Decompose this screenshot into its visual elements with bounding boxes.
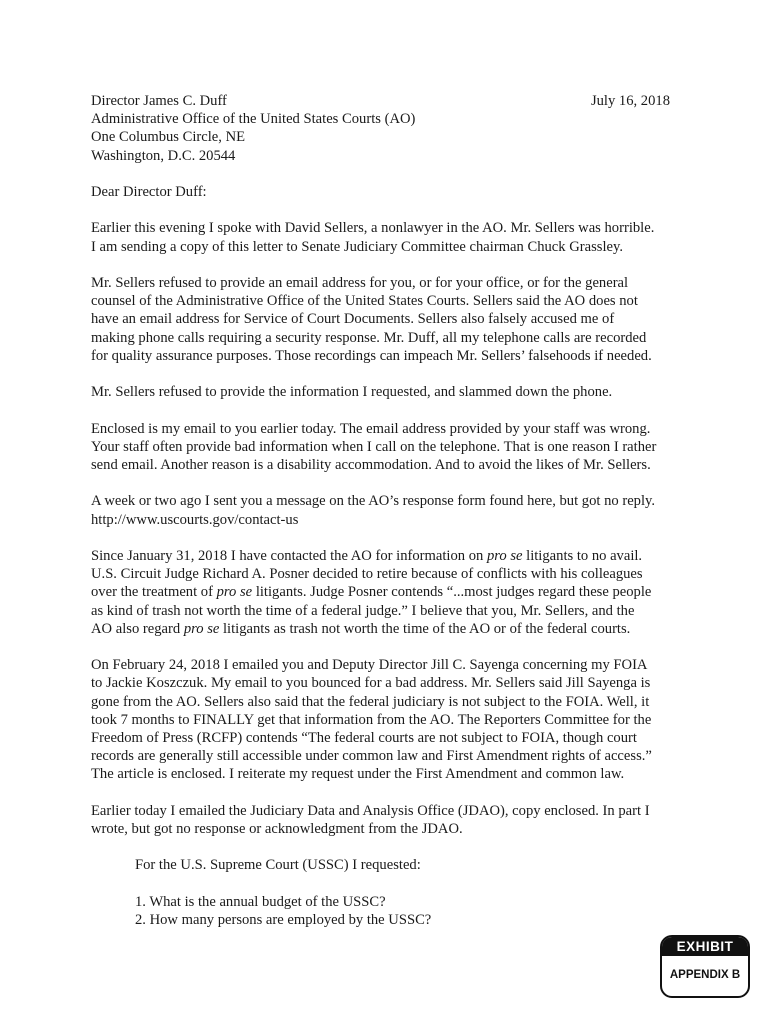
paragraph-8 bbox=[91, 802, 681, 838]
address-line: Administrative Office of the United States Courts (AO) bbox=[91, 111, 416, 128]
paragraph-line: A week or two ago I sent you a message on the AO’s response form found here, but got no reply. bbox=[91, 493, 656, 510]
contact-url: http://www.uscourts.gov/contact-us bbox=[91, 511, 299, 528]
paragraph-line bbox=[91, 547, 681, 565]
paragraph-line: Freedom of Press (RCFP) contends “The federal courts are not subject to FOIA, though court bbox=[91, 729, 637, 746]
exhibit-stamp bbox=[660, 935, 750, 998]
paragraph-line: took 7 months to FINALLY get that information from the AO. The Reporters Committee for the bbox=[91, 711, 652, 728]
letter-page bbox=[91, 92, 681, 947]
text-run: litigants as trash not worth the time of the AO or of the federal courts. bbox=[219, 620, 631, 637]
text-run: Since January 31, 2018 I have contacted the AO for information on bbox=[91, 547, 487, 564]
text-run: over the treatment of bbox=[91, 584, 217, 601]
paragraph-line: Your staff often provide bad information when I call on the telephone. That is one reason I rather bbox=[91, 438, 657, 455]
request-list bbox=[91, 893, 681, 929]
paragraph-line: The article is enclosed. I reiterate my request under the First Amendment and common law. bbox=[91, 766, 625, 783]
italic-pro-se: pro se bbox=[183, 620, 220, 637]
paragraph-line: counsel of the Administrative Office of the United States Courts. Sellers said the AO does not bbox=[91, 293, 638, 310]
paragraph-6 bbox=[91, 547, 681, 638]
paragraph-line: records are generally still accessible under common law and First Amendment rights of access.” bbox=[91, 748, 652, 765]
paragraph-line: Enclosed is my email to you earlier today. The email address provided by your staff was wrong. bbox=[91, 420, 651, 437]
paragraph-line: for quality assurance purposes. Those recordings can impeach Mr. Sellers’ falsehoods if needed. bbox=[91, 347, 652, 364]
address-line: Director James C. Duff bbox=[91, 93, 227, 109]
paragraph-4 bbox=[91, 420, 681, 475]
paragraph-line bbox=[91, 620, 681, 638]
paragraph-line: gone from the AO. Sellers also said that the federal judiciary is not subject to the FOIA. Well, it bbox=[91, 693, 650, 710]
paragraph-line bbox=[91, 583, 681, 601]
italic-pro-se: pro se bbox=[216, 584, 253, 601]
text-run: AO also regard bbox=[91, 620, 184, 637]
salutation bbox=[91, 183, 681, 201]
paragraph-1 bbox=[91, 219, 681, 255]
quote-intro-text: For the U.S. Supreme Court (USSC) I requested: bbox=[135, 857, 421, 874]
paragraph-line: U.S. Circuit Judge Richard A. Posner decided to retire because of conflicts with his colleagues bbox=[91, 566, 643, 583]
exhibit-title: EXHIBIT bbox=[662, 937, 748, 956]
paragraph-line: wrote, but got no response or acknowledgment from the JDAO. bbox=[91, 820, 463, 837]
exhibit-label: APPENDIX B bbox=[669, 969, 741, 981]
text-run: litigants to no avail. bbox=[522, 547, 643, 564]
request-item: 1. What is the annual budget of the USSC? bbox=[135, 893, 386, 910]
paragraph-line: I am sending a copy of this letter to Senate Judiciary Committee chairman Chuck Grassley. bbox=[91, 238, 623, 255]
address-line: Washington, D.C. 20544 bbox=[91, 147, 236, 164]
paragraph-line: Earlier today I emailed the Judiciary Data and Analysis Office (JDAO), copy enclosed. In part I bbox=[91, 802, 650, 819]
request-item: 2. How many persons are employed by the USSC? bbox=[135, 911, 432, 928]
quote-intro bbox=[91, 856, 681, 874]
address-line: One Columbus Circle, NE bbox=[91, 129, 246, 146]
letter-date: July 16, 2018 bbox=[590, 93, 670, 109]
paragraph-line: Earlier this evening I spoke with David Sellers, a nonlawyer in the AO. Mr. Sellers was horrible. bbox=[91, 220, 655, 237]
paragraph-line: have an email address for Service of Court Documents. Sellers also falsely accused me of bbox=[91, 311, 615, 328]
paragraph-line: to Jackie Koszczuk. My email to you bounced for a bad address. Mr. Sellers said Jill Sayenga is bbox=[91, 675, 651, 692]
text-run: litigants. Judge Posner contends “...most judges regard these people bbox=[252, 584, 652, 601]
paragraph-line: send email. Another reason is a disability accommodation. And to avoid the likes of Mr. Sellers. bbox=[91, 456, 651, 473]
italic-pro-se: pro se bbox=[486, 547, 523, 564]
paragraph-line: On February 24, 2018 I emailed you and Deputy Director Jill C. Sayenga concerning my FOIA bbox=[91, 657, 648, 674]
salutation-text: Dear Director Duff: bbox=[91, 184, 207, 200]
paragraph-line: Mr. Sellers refused to provide an email address for you, or for your office, or for the general bbox=[91, 274, 629, 291]
paragraph-line: making phone calls requiring a security response. Mr. Duff, all my telephone calls are recorded bbox=[91, 329, 647, 346]
paragraph-2 bbox=[91, 274, 681, 365]
paragraph-line: as kind of trash not worth the time of a federal judge.” I believe that you, Mr. Sellers, and the bbox=[91, 602, 635, 619]
paragraph-3 bbox=[91, 383, 681, 401]
paragraph-line: Mr. Sellers refused to provide the information I requested, and slammed down the phone. bbox=[91, 384, 613, 401]
paragraph-5 bbox=[91, 492, 681, 528]
paragraph-7 bbox=[91, 656, 681, 783]
